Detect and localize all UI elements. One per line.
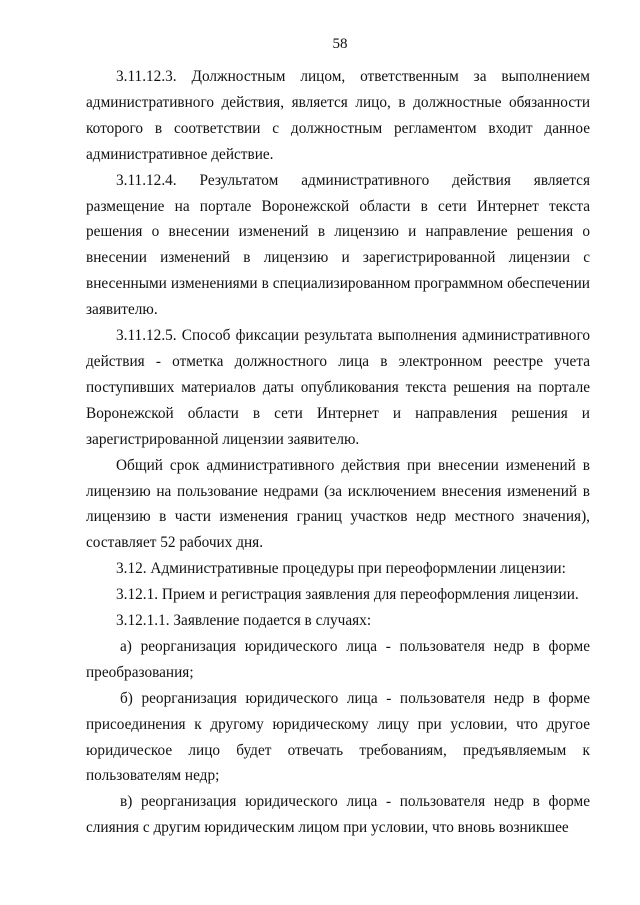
- paragraph-total-term: Общий срок административного действия при внесении изменений в лицензию на пользование недрами (за исключением внесения изменений в лицензию в части изменения границ участков недр местного значения), составляет 52 рабочих дня.: [86, 456, 590, 552]
- paragraph-3-11-12-4: 3.11.12.4. Результатом административного действия является размещение на портале Воронежской области в сети Интернет текста решения о внесении изменений в лицензию и направление решения о внесении изменений в лицензию и зарегистрированной лицензии с внесенными изменениями в специализированном программном обеспечении заявителю.: [86, 171, 590, 319]
- list-item-a: а) реорганизация юридического лица - пользователя недр в форме преобразования;: [86, 637, 590, 681]
- paragraph-3-12-1-1: 3.12.1.1. Заявление подается в случаях:: [116, 612, 372, 630]
- paragraph-3-12-1: 3.12.1. Прием и регистрация заявления для переоформления лицензии.: [116, 586, 579, 604]
- page-number: 58: [332, 36, 348, 52]
- list-item-v: в) реорганизация юридического лица - пользователя недр в форме слияния с другим юридическим лицом при условии, что вновь возникшее: [86, 793, 590, 837]
- paragraph-3-11-12-3: 3.11.12.3. Должностным лицом, ответственным за выполнением административного действия, является лицо, в должностные обязанности которого в соответствии с должностным регламентом входит данное административное действие.: [86, 68, 590, 163]
- paragraph-3-11-12-5: 3.11.12.5. Способ фиксации результата выполнения административного действия - отметка должностного лица в электронном реестре учета поступивших материалов даты опубликования текста решения на портале Воронежской области в сети Интернет и направления решения и зарегистрированной лицензии заявителю.: [86, 327, 590, 448]
- document-body: [86, 64, 590, 841]
- list-item-b: б) реорганизация юридического лица - пользователя недр в форме присоединения к другому юридическому лицу при условии, что другое юридическое лицо будет отвечать требованиям, предъявляемым к пользователям недр;: [86, 689, 590, 785]
- paragraph-3-12: 3.12. Административные процедуры при переоформлении лицензии:: [116, 560, 566, 578]
